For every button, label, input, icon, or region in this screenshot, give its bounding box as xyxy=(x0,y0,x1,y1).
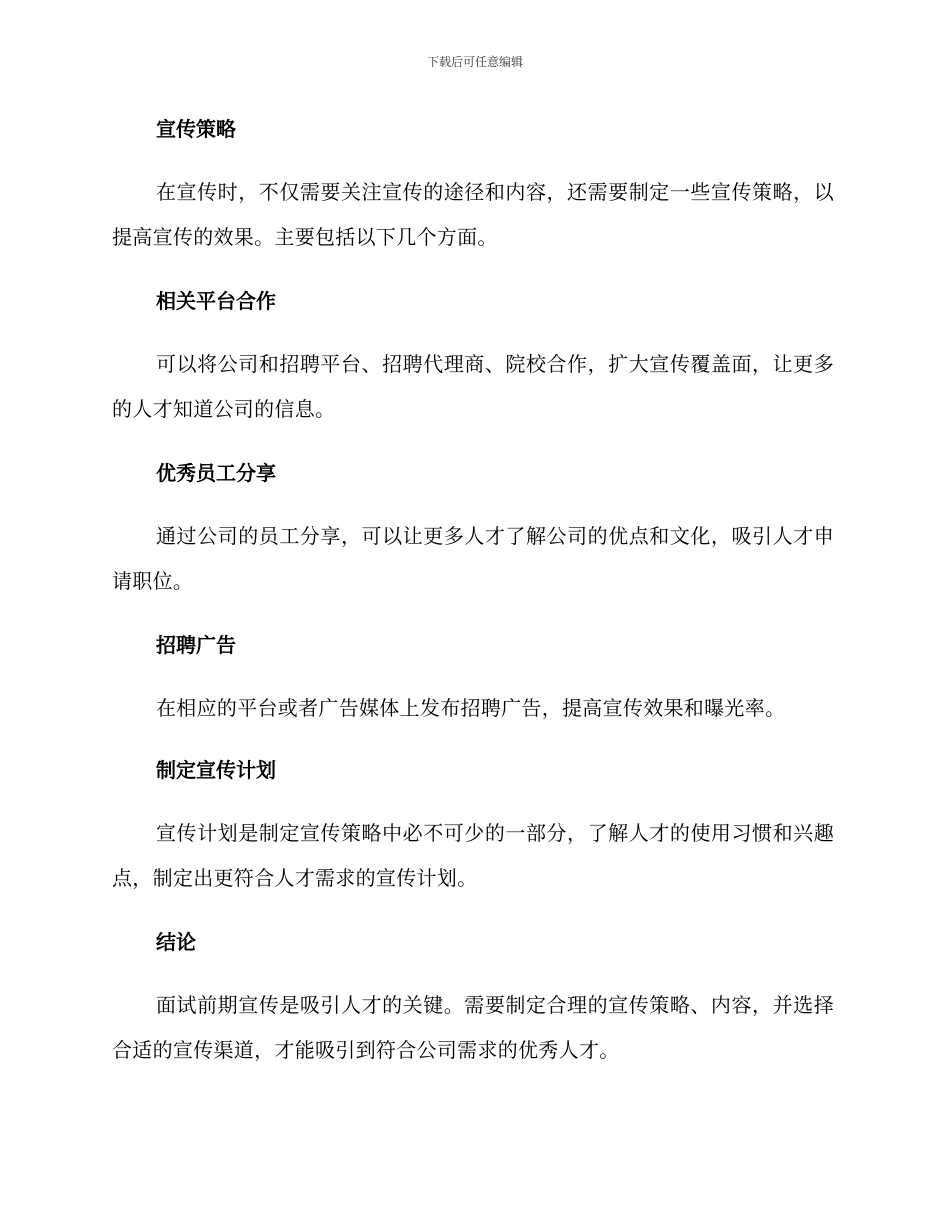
section-heading-platform-cooperation: 相关平台合作 xyxy=(156,289,276,313)
document-body xyxy=(112,112,834,1097)
section-paragraph-publicity-strategy: 在宣传时，不仅需要关注宣传的途径和内容，还需要制定一些宣传策略，以提高宣传的效果。主要包括以下几个方面。 xyxy=(112,180,834,249)
section-paragraph-recruitment-ads: 在相应的平台或者广告媒体上发布招聘广告，提高宣传效果和曝光率。 xyxy=(156,696,786,720)
section-heading-recruitment-ads: 招聘广告 xyxy=(156,633,236,657)
section-heading-employee-sharing: 优秀员工分享 xyxy=(156,461,276,485)
page-header: 下载后可任意编辑 xyxy=(426,55,523,69)
section-heading-publicity-strategy: 宣传策略 xyxy=(156,117,236,141)
section-paragraph-employee-sharing: 通过公司的员工分享，可以让更多人才了解公司的优点和文化，吸引人才申请职位。 xyxy=(112,524,834,593)
section-paragraph-publicity-plan: 宣传计划是制定宣传策略中必不可少的一部分，了解人才的使用习惯和兴趣点，制定出更符合人才需求的宣传计划。 xyxy=(112,821,834,890)
section-paragraph-platform-cooperation: 可以将公司和招聘平台、招聘代理商、院校合作，扩大宣传覆盖面，让更多的人才知道公司的信息。 xyxy=(112,352,834,421)
section-heading-publicity-plan: 制定宣传计划 xyxy=(156,758,276,782)
section-heading-conclusion: 结论 xyxy=(156,930,196,954)
section-paragraph-conclusion: 面试前期宣传是吸引人才的关键。需要制定合理的宣传策略、内容，并选择合适的宣传渠道，才能吸引到符合公司需求的优秀人才。 xyxy=(112,993,834,1062)
